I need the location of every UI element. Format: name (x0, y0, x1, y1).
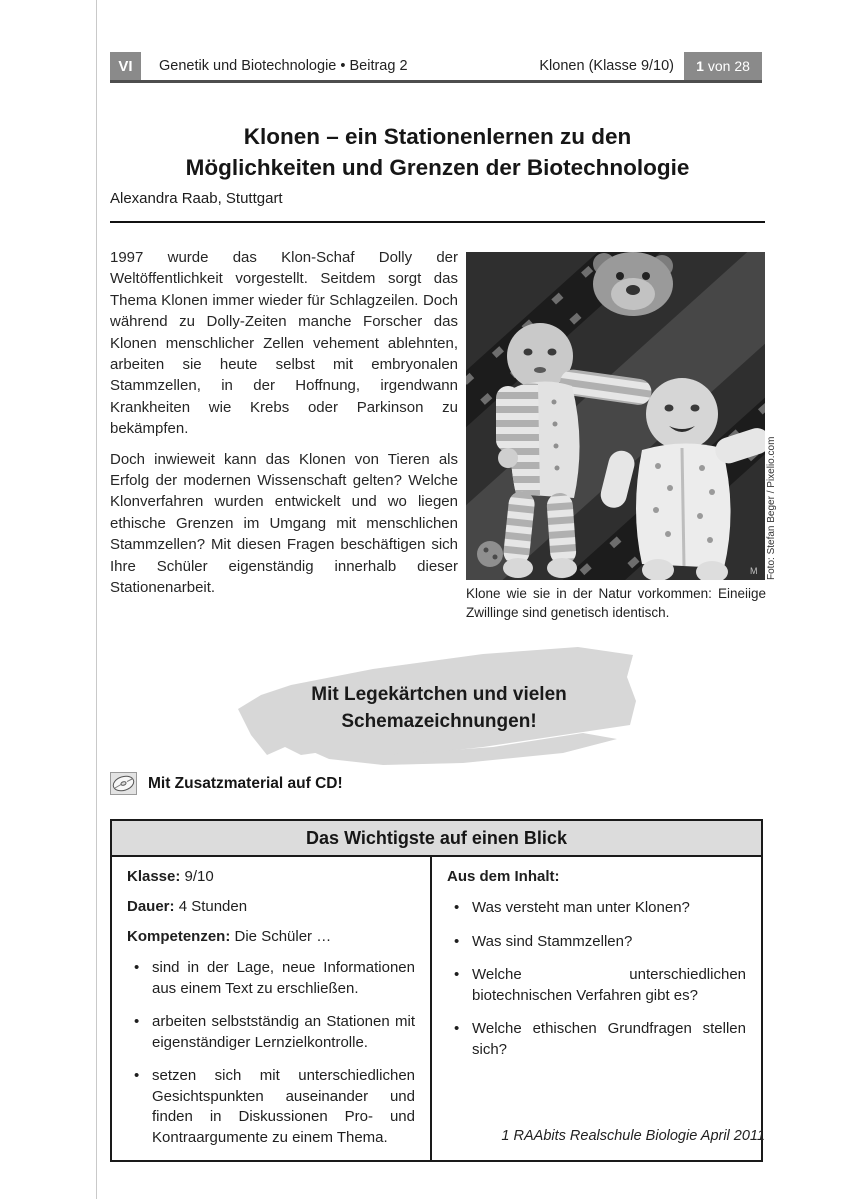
overview-table (110, 819, 763, 1162)
page-number-total: von 28 (707, 58, 750, 74)
banner-line1: Mit Legekärtchen und vielen (311, 684, 567, 705)
section-label: VI (118, 57, 133, 75)
page-title-line1: Klonen – ein Stationenlernen zu den (243, 124, 632, 149)
twins-photo-illustration (466, 252, 765, 580)
row-kompetenzen: Kompetenzen: Die Schüler … (127, 928, 332, 945)
photo-caption: Klone wie sie in der Natur vorkommen: Eineiige Zwillinge sind genetisch identisch. (466, 586, 766, 620)
overview-left-column (112, 857, 432, 1160)
header-divider (110, 80, 762, 83)
intro-paragraph-1: 1997 wurde das Klon-Schaf Dolly der Weltöffentlichkeit vorgestellt. Seitdem sorgt das Thema Klonen immer wieder für Schlagzeilen. Doch während zu Dolly-Zeiten manche Forscher das Klonen menschlicher Zellen vehement ablehnten, arbeiten sie heute selbst mit embryonalen Stammzellen, in der Hoffnung, irgendwann Krankheiten wie Krebs oder Parkinson zu bekämpfen. (110, 249, 458, 438)
list-item: • Welche ethischen Grundfragen stellen sich? (447, 1019, 746, 1060)
header-series-title: Genetik und Biotechnologie • Beitrag 2 (159, 58, 408, 74)
cd-icon (110, 772, 137, 795)
list-item: • Was sind Stammzellen? (447, 932, 746, 953)
banner-line2: Schemazeichnungen! (341, 711, 537, 732)
author-byline: Alexandra Raab, Stuttgart (110, 190, 283, 207)
page-number-current: 1 (696, 58, 704, 74)
content-heading: Aus dem Inhalt: (447, 868, 560, 885)
twins-photo (466, 252, 765, 580)
cd-note-label: Mit Zusatzmaterial auf CD! (148, 774, 343, 792)
list-item: • Welche unterschiedlichen biotechnischen Verfahren gibt es? (447, 965, 746, 1006)
teddy-toy-icon (593, 252, 673, 316)
intro-text (110, 247, 458, 608)
list-item: • arbeiten selbstständig an Stationen mit eigenständiger Lernzielkontrolle. (127, 1012, 415, 1053)
left-margin-line (96, 0, 97, 1199)
row-dauer: Dauer: 4 Stunden (127, 898, 248, 915)
title-divider (110, 221, 765, 223)
banner-text (233, 681, 645, 735)
section-label-badge (110, 52, 141, 80)
header-topic: Klonen (Klasse 9/10) (539, 58, 674, 74)
content-list (447, 898, 746, 1060)
highlight-banner (233, 643, 645, 771)
overview-table-title: Das Wichtigste auf einen Blick (112, 821, 761, 857)
page-header (110, 52, 762, 80)
cd-note (110, 772, 343, 795)
list-item: • Was versteht man unter Klonen? (447, 898, 746, 919)
overview-right-column (432, 857, 761, 1160)
page-number-badge (684, 52, 762, 80)
page-title (110, 121, 765, 183)
list-item: • setzen sich mit unterschiedlichen Gesichtspunkten auseinander und finden in Diskussionen Pro- und Kontraargumente zu einem Thema. (127, 1066, 415, 1148)
list-item: • sind in der Lage, neue Informationen aus einem Text zu erschließen. (127, 958, 415, 999)
footer-imprint: 1 RAAbits Realschule Biologie April 2011 (501, 1128, 765, 1144)
intro-paragraph-2: Doch inwieweit kann das Klonen von Tieren als Erfolg der modernen Wissenschaft gelten? Welche Klonverfahren wurden entwickelt und wo liegen ethische Grenzen im Umgang mit menschlichen Stammzellen? Mit diesen Fragen beschäftigen sich Ihre Schüler eigenständig innerhalb dieser Stationenarbeit. (110, 450, 458, 597)
row-klasse: Klasse: 9/10 (127, 868, 214, 885)
competency-list (127, 958, 415, 1148)
photo-watermark: M (750, 566, 758, 576)
page-title-line2: Möglichkeiten und Grenzen der Biotechnologie (185, 155, 690, 180)
photo-credit: Foto: Stefan Beger / Pixelio.com (766, 436, 777, 580)
